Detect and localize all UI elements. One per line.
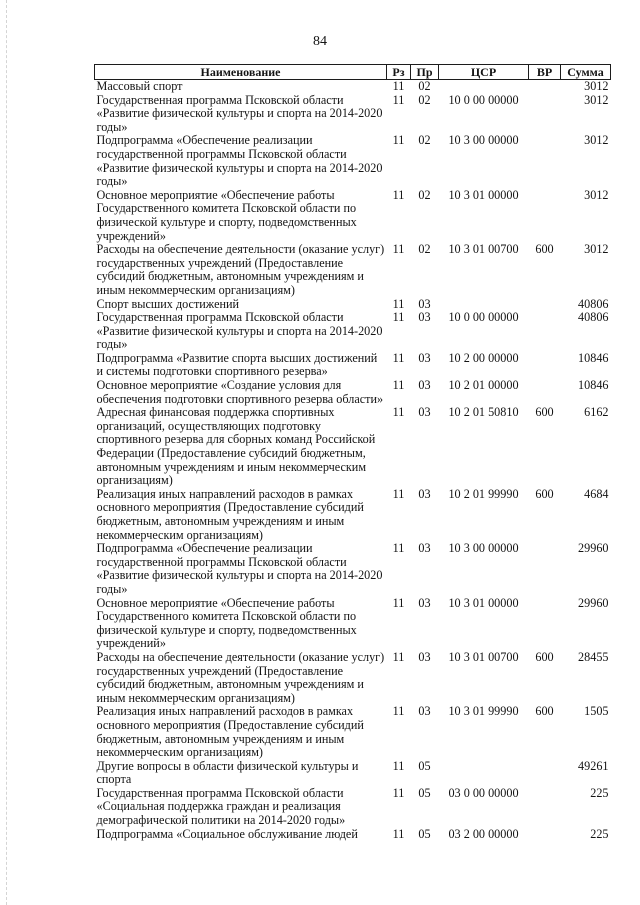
table-row (95, 352, 611, 379)
cell-sum: 40806 (578, 296, 609, 311)
cell-vr (529, 298, 561, 312)
cell-csr (439, 760, 529, 787)
cell-sum: 29960 (578, 541, 609, 556)
table-row (95, 651, 611, 705)
table-row (95, 189, 611, 243)
cell-name: Спорт высших достижений (96, 296, 240, 311)
cell-name: Государственная программа Псковской области «Развитие физической культуры и спорта на 2014-2020 годы» (96, 92, 383, 134)
cell-sum: 4684 (584, 486, 609, 501)
cell-sum: 3012 (584, 187, 609, 202)
cell-csr: 03 2 00 00000 (448, 826, 519, 841)
cell-sum: 10846 (578, 378, 609, 393)
cell-vr (529, 134, 561, 188)
cell-name: Реализация иных направлений расходов в рамках основного мероприятия (Предоставление субсидий бюджетным, автономным учреждениям и иным некоммерческим организациям) (96, 704, 364, 760)
cell-rz: 11 (392, 595, 405, 610)
cell-csr: 10 3 00 00000 (448, 133, 519, 148)
cell-rz: 11 (392, 92, 405, 107)
header-vr: ВР (529, 65, 561, 80)
table-row (95, 243, 611, 297)
cell-csr: 10 2 01 00000 (448, 378, 519, 393)
cell-vr: 600 (535, 405, 554, 420)
cell-pr: 03 (418, 310, 431, 325)
cell-pr: 03 (418, 296, 431, 311)
table-row (95, 406, 611, 488)
cell-sum: 28455 (578, 649, 609, 664)
cell-pr: 05 (418, 826, 431, 841)
cell-sum: 29960 (578, 595, 609, 610)
cell-rz: 11 (392, 486, 405, 501)
cell-csr: 03 0 00 00000 (448, 785, 519, 800)
cell-rz: 11 (392, 242, 405, 257)
cell-name: Государственная программа Псковской области «Развитие физической культуры и спорта на 2014-2020 годы» (96, 310, 383, 352)
cell-name: Основное мероприятие «Создание условия для обеспечения подготовки спортивного резерва области» (96, 378, 384, 406)
table-row (95, 298, 611, 312)
cell-csr: 10 2 01 50810 (448, 405, 519, 420)
cell-rz: 11 (392, 758, 405, 773)
cell-csr: 10 3 01 99990 (448, 704, 519, 719)
cell-name: Другие вопросы в области физической культуры и спорта (96, 758, 359, 787)
cell-name: Основное мероприятие «Обеспечение работы Государственного комитета Псковской области по физической культуре и спорту, подведомственных учреждений» (96, 187, 357, 243)
cell-vr: 600 (535, 242, 554, 257)
cell-vr: 600 (535, 649, 554, 664)
cell-vr: 600 (535, 486, 554, 501)
cell-pr: 02 (418, 133, 431, 148)
cell-vr (529, 379, 561, 406)
cell-vr (529, 787, 561, 828)
cell-rz: 11 (392, 704, 405, 719)
header-pr: Пр (411, 65, 439, 80)
cell-vr (529, 352, 561, 379)
cell-pr: 03 (418, 405, 431, 420)
cell-pr: 02 (418, 92, 431, 107)
cell-pr: 03 (418, 486, 431, 501)
cell-name: Подпрограмма «Социальное обслуживание людей (96, 826, 358, 841)
cell-csr: 10 3 01 00700 (448, 649, 519, 664)
table-row (95, 787, 611, 828)
cell-name: Расходы на обеспечение деятельности (оказание услуг) государственных учреждений (Предоставление субсидий бюджетным, автономным учреждениям и иным некоммерческим организациям) (96, 242, 385, 297)
table-row (95, 760, 611, 787)
cell-csr: 10 3 01 00700 (448, 242, 519, 257)
cell-pr: 03 (418, 378, 431, 393)
cell-pr: 05 (418, 785, 431, 800)
table-row (95, 488, 611, 542)
cell-csr (439, 80, 529, 94)
cell-sum: 1505 (584, 704, 609, 719)
header-sum: Сумма (561, 65, 611, 80)
cell-sum: 3012 (561, 80, 611, 94)
cell-vr (529, 828, 561, 842)
cell-vr (529, 189, 561, 243)
cell-vr (529, 542, 561, 596)
table-row (95, 311, 611, 352)
scan-edge-line (6, 0, 7, 905)
table-header (95, 65, 611, 80)
cell-rz: 11 (392, 826, 405, 841)
cell-name: Адресная финансовая поддержка спортивных организаций, осуществляющих подготовку спортивного резерва для сборных команд Российской Федерации (Предоставление субсидий бюджетным, автономным учреждениям и иным некоммерческим организациям) (96, 405, 376, 488)
cell-sum: 10846 (578, 350, 609, 365)
cell-rz: 11 (392, 133, 405, 148)
cell-name: Основное мероприятие «Обеспечение работы Государственного комитета Псковской области по физической культуре и спорту, подведомственных учреждений» (96, 595, 357, 651)
header-row (95, 65, 611, 80)
cell-name: Расходы на обеспечение деятельности (оказание услуг) государственных учреждений (Предоставление субсидий бюджетным, автономным учреждениям и иным некоммерческим организациям) (96, 649, 385, 705)
cell-csr: 10 2 00 00000 (448, 350, 519, 365)
table-row (95, 705, 611, 759)
cell-rz: 11 (392, 310, 405, 325)
header-csr: ЦСР (439, 65, 529, 80)
cell-vr (529, 94, 561, 135)
budget-table (94, 64, 611, 841)
cell-pr: 03 (418, 649, 431, 664)
cell-name: Подпрограмма «Развитие спорта высших достижений и системы подготовки спортивного резерва» (96, 350, 378, 379)
cell-rz: 11 (387, 80, 411, 94)
cell-sum: 40806 (578, 310, 609, 325)
cell-name: Подпрограмма «Обеспечение реализации государственной программы Псковской области «Развитие физической культуры и спорта на 2014-2020 годы» (96, 133, 383, 189)
cell-name: Государственная программа Псковской области «Социальная поддержка граждан и реализация демографической политики на 2014-2020 годы» (96, 785, 346, 828)
cell-sum: 3012 (584, 242, 609, 257)
cell-name: Подпрограмма «Обеспечение реализации государственной программы Псковской области «Развитие физической культуры и спорта на 2014-2020 годы» (96, 541, 383, 596)
cell-rz: 11 (392, 187, 405, 202)
cell-vr: 600 (535, 704, 554, 719)
cell-pr: 03 (418, 704, 431, 719)
cell-rz: 11 (392, 649, 405, 664)
table-body (95, 80, 611, 842)
cell-csr: 10 3 00 00000 (448, 541, 519, 556)
cell-vr (529, 760, 561, 787)
cell-csr: 10 3 01 00000 (448, 595, 519, 610)
cell-sum: 225 (590, 785, 609, 800)
cell-rz: 11 (392, 405, 405, 420)
cell-vr (529, 80, 561, 94)
table-row (95, 828, 611, 842)
cell-csr: 10 2 01 99990 (448, 486, 519, 501)
cell-pr: 03 (418, 350, 431, 365)
cell-pr: 02 (418, 242, 431, 257)
cell-csr: 10 0 00 00000 (448, 310, 519, 325)
cell-sum: 3012 (584, 92, 609, 107)
table-row (95, 597, 611, 651)
table-row (95, 80, 611, 94)
cell-name: Реализация иных направлений расходов в рамках основного мероприятия (Предоставление субсидий бюджетным, автономным учреждениям и иным некоммерческим организациям) (96, 486, 364, 542)
cell-csr: 10 0 00 00000 (448, 92, 519, 107)
table-row (95, 542, 611, 596)
table-row (95, 379, 611, 406)
cell-rz: 11 (392, 350, 405, 365)
cell-vr (529, 597, 561, 651)
cell-sum: 225 (590, 826, 609, 841)
cell-rz: 11 (392, 541, 405, 556)
cell-pr: 03 (418, 595, 431, 610)
cell-rz: 11 (392, 378, 405, 393)
cell-sum: 49261 (578, 758, 609, 773)
cell-pr: 02 (411, 80, 439, 94)
cell-sum: 6162 (584, 405, 609, 420)
cell-name: Массовый спорт (95, 80, 387, 94)
page-number: 84 (313, 34, 327, 49)
cell-pr: 03 (418, 541, 431, 556)
cell-rz: 11 (392, 296, 405, 311)
cell-pr: 02 (418, 187, 431, 202)
cell-csr: 10 3 01 00000 (448, 187, 519, 202)
cell-rz: 11 (392, 785, 405, 800)
header-rz: Рз (387, 65, 411, 80)
cell-sum: 3012 (584, 133, 609, 148)
cell-vr (529, 311, 561, 352)
table-row (95, 94, 611, 135)
table-row (95, 134, 611, 188)
cell-csr (439, 298, 529, 312)
header-name: Наименование (95, 65, 387, 80)
cell-pr: 05 (418, 758, 431, 773)
